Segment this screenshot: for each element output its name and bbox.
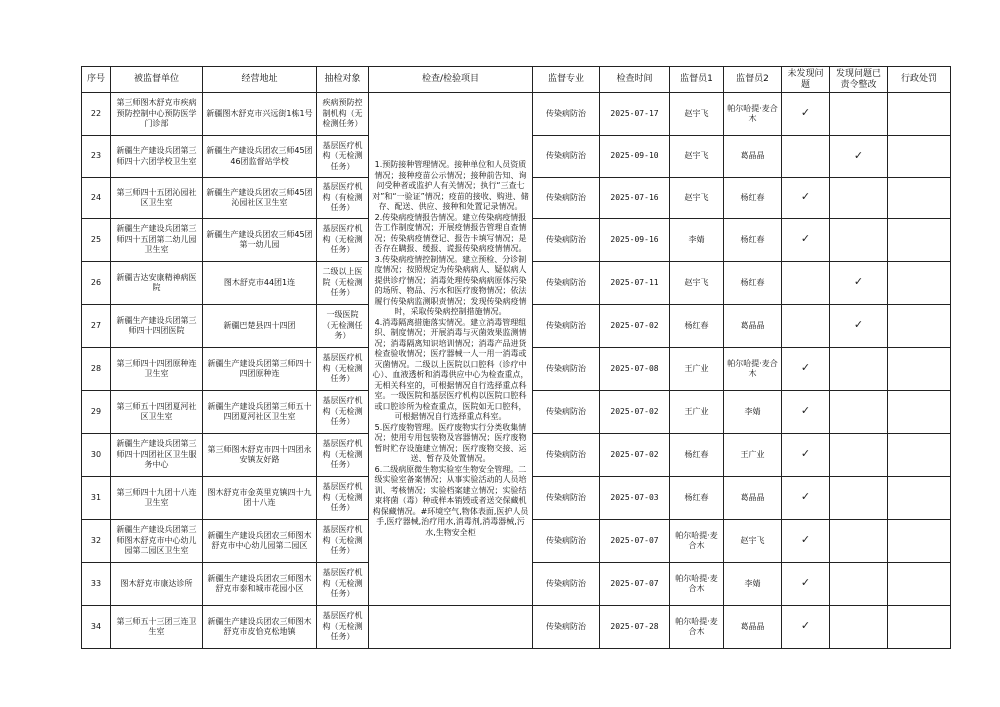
issue-fixed-cell [830, 178, 888, 219]
unit-cell: 第三师五十四团夏河社区卫生室 [111, 391, 203, 434]
date-cell: 2025-09-16 [600, 219, 670, 262]
no-issue-cell [782, 93, 830, 136]
field-cell: 传染病防治 [533, 434, 600, 477]
issue-fixed-cell [830, 262, 888, 305]
no-issue-cell [782, 563, 830, 606]
inspector1-cell: 帕尔哈提·麦合木 [670, 563, 724, 606]
object-cell: 基层医疗机构（无检测任务） [317, 348, 369, 391]
unit-cell: 第三师图木舒克市疾病预防控制中心预防医学门诊部 [111, 93, 203, 136]
object-cell: 基层医疗机构（无检测任务） [317, 477, 369, 520]
field-cell: 传染病防治 [533, 219, 600, 262]
checkmark-icon: ✓ [800, 447, 811, 461]
address-cell: 新疆巴楚县四十四团 [203, 305, 317, 348]
penalty-cell [888, 606, 951, 649]
penalty-cell [888, 93, 951, 136]
address-cell: 新疆生产建设兵团第三师五十四团夏河社区卫生室 [203, 391, 317, 434]
supervision-table [81, 66, 951, 649]
date-cell: 2025-07-02 [600, 434, 670, 477]
inspector2-cell: 葛晶晶 [724, 606, 782, 649]
object-cell: 基层医疗机构（无检测任务） [317, 563, 369, 606]
date-cell: 2025-07-07 [600, 563, 670, 606]
inspector2-cell: 葛晶晶 [724, 136, 782, 178]
object-cell: 基层医疗机构（无检测任务） [317, 219, 369, 262]
header-issue-fixed: 发现问题已责令整改 [830, 67, 888, 93]
issue-fixed-cell [830, 391, 888, 434]
issue-fixed-cell [830, 219, 888, 262]
address-cell: 图木舒克市44团1连 [203, 262, 317, 305]
inspector1-cell: 赵宇飞 [670, 262, 724, 305]
inspector1-cell: 杨红春 [670, 434, 724, 477]
penalty-cell [888, 136, 951, 178]
date-cell: 2025-07-16 [600, 178, 670, 219]
table-row [82, 606, 951, 649]
seq-cell: 22 [82, 93, 111, 136]
field-cell: 传染病防治 [533, 563, 600, 606]
inspection-items-cell: 1.预防接种管理情况。接种单位和人员资质情况；接种疫苗公示情况；接种前告知、询问受种者或监护人有关情况；执行“三查七对”和“一验证”情况；疫苗的接收、购进、储存、配送、供应、接种和处置记录情况。 2.传染病疫情报告情况。建立传染病疫情报告工作制度情况；开展疫情报告管理自查情况；传染病疫情登记、报告卡填写情况；是否存在瞒报、缓报、谎报传染病疫情情况。 3.传染病疫情控制情况。建立预检、分诊制度情况；按照规定为传染病病人、疑似病人提供诊疗情况；消毒处理传染病病原体污染的场所、物品、污水和医疗废物情况；依法履行传染病监测职责情况；发现传染病疫情时，采取传染病控制措施情况。 4.消毒隔离措施落实情况。建立消毒管理组织、制度情况；开展消毒与灭菌效果监测情况；消毒隔离知识培训情况；消毒产品进货检查验收情况；医疗器械一人一用一消毒或灭菌情况。二级以上医院以口腔科（诊疗中心）、血液透析和消毒供应中心为检查重点，无相关科室的，可根据情况自行选择重点科室。一级医院和基层医疗机构以医院口腔科或口腔诊所为检查重点，医院如无口腔科，可根据情况自行选择重点科室。 5.医疗废物管理。医疗废物实行分类收集情况；使用专用包装物及容器情况；医疗废物暂时贮存设施建立情况；医疗废物交接、运送、暂存及处置情况。 6.二级病原微生物实验室生物安全管理。二级实验室备案情况；从事实验活动的人员培训、考核情况；实验档案建立情况；实验结束将菌（毒）种或样本销毁或者送交保藏机构保藏情况。#环境空气,物体表面,医护人员手,医疗器械,治疗用水,消毒剂,消毒器械,污水,生物安全柜 [369, 93, 533, 606]
seq-cell: 24 [82, 178, 111, 219]
issue-fixed-cell [830, 477, 888, 520]
address-cell: 新疆生产建设兵团农三师45团46团监督站学校 [203, 136, 317, 178]
issue-fixed-cell [830, 305, 888, 348]
table-row [82, 93, 951, 136]
unit-cell: 新疆生产建设兵团第三师图木舒克市中心幼儿园第二园区卫生室 [111, 520, 203, 563]
inspector1-cell: 李婧 [670, 219, 724, 262]
header-row [82, 67, 951, 93]
unit-cell: 新疆生产建设兵团第三师四十六团学校卫生室 [111, 136, 203, 178]
header-address: 经营地址 [203, 67, 317, 93]
inspector1-cell: 赵宇飞 [670, 178, 724, 219]
inspector1-cell: 帕尔哈提·麦合木 [670, 520, 724, 563]
field-cell: 传染病防治 [533, 520, 600, 563]
field-cell: 传染病防治 [533, 348, 600, 391]
inspector2-cell: 葛晶晶 [724, 477, 782, 520]
object-cell: 基层医疗机构（无检测任务） [317, 606, 369, 649]
header-inspector1: 监督员1 [670, 67, 724, 93]
address-cell: 图木舒克市金英里克镇四十九团十八连 [203, 477, 317, 520]
seq-cell: 27 [82, 305, 111, 348]
object-cell: 基层医疗机构（有检测任务） [317, 178, 369, 219]
penalty-cell [888, 178, 951, 219]
inspector2-cell: 李婧 [724, 563, 782, 606]
checkmark-icon: ✓ [800, 490, 811, 504]
header-field: 监督专业 [533, 67, 600, 93]
inspector2-cell: 杨红春 [724, 262, 782, 305]
field-cell: 传染病防治 [533, 477, 600, 520]
date-cell: 2025-09-10 [600, 136, 670, 178]
object-cell: 一级医院（无检测任务） [317, 305, 369, 348]
seq-cell: 29 [82, 391, 111, 434]
checkmark-icon: ✓ [800, 576, 811, 590]
header-unit: 被监督单位 [111, 67, 203, 93]
unit-cell: 新疆生产建设兵团第三师四十五团第二幼儿园卫生室 [111, 219, 203, 262]
seq-cell: 23 [82, 136, 111, 178]
checkmark-icon: ✓ [853, 318, 864, 332]
inspector2-cell: 王广业 [724, 434, 782, 477]
field-cell: 传染病防治 [533, 262, 600, 305]
penalty-cell [888, 563, 951, 606]
inspection-items-empty-cell [369, 606, 533, 649]
object-cell: 基层医疗机构（无检测任务） [317, 434, 369, 477]
header-no-issue: 未发现问题 [782, 67, 830, 93]
no-issue-cell [782, 178, 830, 219]
penalty-cell [888, 348, 951, 391]
seq-cell: 33 [82, 563, 111, 606]
field-cell: 传染病防治 [533, 93, 600, 136]
inspector1-cell: 帕尔哈提·麦合木 [670, 606, 724, 649]
inspector2-cell: 葛晶晶 [724, 305, 782, 348]
penalty-cell [888, 434, 951, 477]
inspector1-cell: 赵宇飞 [670, 93, 724, 136]
seq-cell: 31 [82, 477, 111, 520]
address-cell: 新疆生产建设兵团农三师图木舒克市泰和城市花园小区 [203, 563, 317, 606]
object-cell: 基层医疗机构（无检测任务） [317, 520, 369, 563]
header-date: 检查时间 [600, 67, 670, 93]
date-cell: 2025-07-03 [600, 477, 670, 520]
date-cell: 2025-07-28 [600, 606, 670, 649]
seq-cell: 26 [82, 262, 111, 305]
checkmark-icon: ✓ [800, 190, 811, 204]
object-cell: 基层医疗机构（无检测任务） [317, 136, 369, 178]
header-penalty: 行政处罚 [888, 67, 951, 93]
inspector2-cell: 赵宇飞 [724, 520, 782, 563]
unit-cell: 第三师五十三团三连卫生室 [111, 606, 203, 649]
date-cell: 2025-07-11 [600, 262, 670, 305]
header-items: 检查/检验项目 [369, 67, 533, 93]
unit-cell: 图木舒克市康达诊所 [111, 563, 203, 606]
object-cell: 二级以上医院（无检测任务） [317, 262, 369, 305]
address-cell: 新疆生产建设兵团农三师45团第一幼儿园 [203, 219, 317, 262]
issue-fixed-cell [830, 136, 888, 178]
penalty-cell [888, 262, 951, 305]
header-seq: 序号 [82, 67, 111, 93]
date-cell: 2025-07-07 [600, 520, 670, 563]
penalty-cell [888, 477, 951, 520]
no-issue-cell [782, 520, 830, 563]
inspector2-cell: 杨红春 [724, 219, 782, 262]
header-inspector2: 监督员2 [724, 67, 782, 93]
address-cell: 新疆生产建设兵团农三师45团沁园社区卫生室 [203, 178, 317, 219]
no-issue-cell [782, 348, 830, 391]
date-cell: 2025-07-02 [600, 391, 670, 434]
penalty-cell [888, 391, 951, 434]
seq-cell: 32 [82, 520, 111, 563]
penalty-cell [888, 305, 951, 348]
header-object: 抽检对象 [317, 67, 369, 93]
field-cell: 传染病防治 [533, 178, 600, 219]
date-cell: 2025-07-17 [600, 93, 670, 136]
address-cell: 新疆生产建设兵团农三师图木舒克市皮恰克松地镇 [203, 606, 317, 649]
inspector1-cell: 王广业 [670, 391, 724, 434]
inspector2-cell: 李婧 [724, 391, 782, 434]
inspector2-cell: 帕尔哈提·麦合木 [724, 93, 782, 136]
field-cell: 传染病防治 [533, 305, 600, 348]
seq-cell: 30 [82, 434, 111, 477]
inspector2-cell: 帕尔哈提·麦合木 [724, 348, 782, 391]
unit-cell: 新疆生产建设兵团第三师四十四团社区卫生服务中心 [111, 434, 203, 477]
field-cell: 传染病防治 [533, 606, 600, 649]
table-body [82, 93, 951, 649]
object-cell: 基层医疗机构（无检测任务） [317, 391, 369, 434]
unit-cell: 第三师四十五团沁园社区卫生室 [111, 178, 203, 219]
address-cell: 新疆生产建设兵团第三师四十四团原种连 [203, 348, 317, 391]
checkmark-icon: ✓ [800, 361, 811, 375]
inspector1-cell: 王广业 [670, 348, 724, 391]
checkmark-icon: ✓ [800, 619, 811, 633]
unit-cell: 第三师四十四团原种连卫生室 [111, 348, 203, 391]
issue-fixed-cell [830, 348, 888, 391]
no-issue-cell [782, 305, 830, 348]
unit-cell: 新疆生产建设兵团第三师四十四团医院 [111, 305, 203, 348]
object-cell: 疾病预防控制机构（无检测任务） [317, 93, 369, 136]
seq-cell: 34 [82, 606, 111, 649]
address-cell: 新疆图木舒克市兴远街1栋1号 [203, 93, 317, 136]
field-cell: 传染病防治 [533, 391, 600, 434]
seq-cell: 28 [82, 348, 111, 391]
unit-cell: 第三师四十九团十八连卫生室 [111, 477, 203, 520]
no-issue-cell [782, 219, 830, 262]
issue-fixed-cell [830, 93, 888, 136]
issue-fixed-cell [830, 606, 888, 649]
inspector2-cell: 杨红春 [724, 178, 782, 219]
inspector1-cell: 杨红春 [670, 477, 724, 520]
no-issue-cell [782, 477, 830, 520]
checkmark-icon: ✓ [853, 275, 864, 289]
no-issue-cell [782, 606, 830, 649]
issue-fixed-cell [830, 434, 888, 477]
issue-fixed-cell [830, 563, 888, 606]
checkmark-icon: ✓ [853, 148, 864, 162]
inspector1-cell: 杨红春 [670, 305, 724, 348]
unit-cell: 新疆吉达安康精神病医院 [111, 262, 203, 305]
address-cell: 新疆生产建设兵团农三师图木舒克市中心幼儿园第二园区 [203, 520, 317, 563]
no-issue-cell [782, 262, 830, 305]
field-cell: 传染病防治 [533, 136, 600, 178]
checkmark-icon: ✓ [800, 232, 811, 246]
inspector1-cell: 赵宇飞 [670, 136, 724, 178]
seq-cell: 25 [82, 219, 111, 262]
no-issue-cell [782, 434, 830, 477]
no-issue-cell [782, 391, 830, 434]
date-cell: 2025-07-02 [600, 305, 670, 348]
checkmark-icon: ✓ [800, 106, 811, 120]
no-issue-cell [782, 136, 830, 178]
penalty-cell [888, 219, 951, 262]
checkmark-icon: ✓ [800, 533, 811, 547]
checkmark-icon: ✓ [800, 404, 811, 418]
address-cell: 第三师图木舒克市四十四团永安镇友好路 [203, 434, 317, 477]
issue-fixed-cell [830, 520, 888, 563]
date-cell: 2025-07-08 [600, 348, 670, 391]
penalty-cell [888, 520, 951, 563]
